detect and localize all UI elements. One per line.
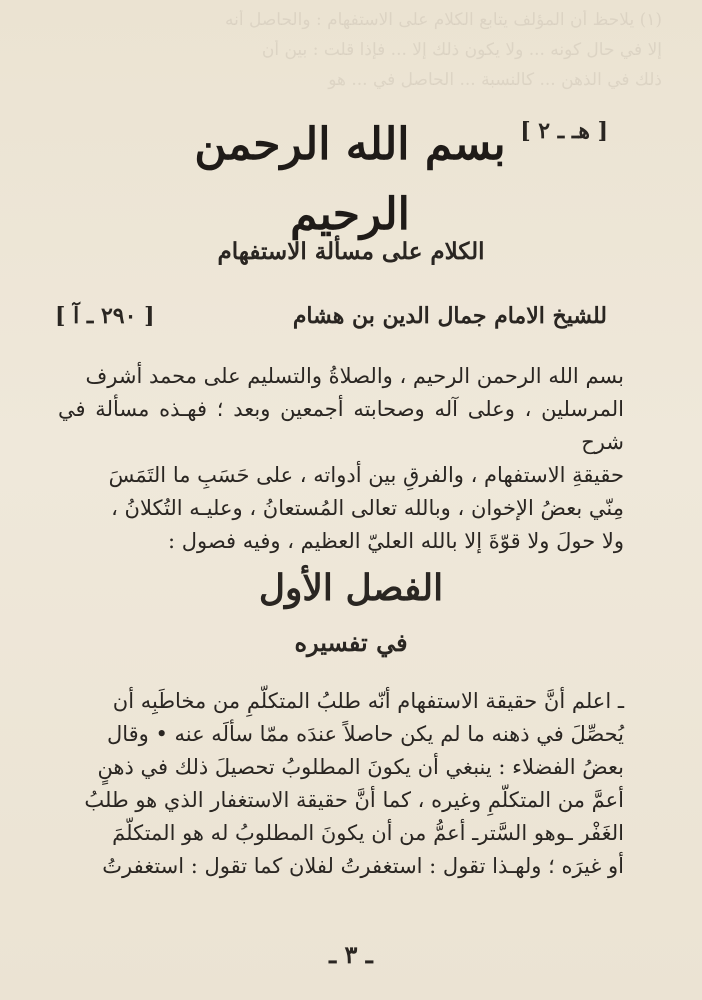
text-line: يُحصِّلَ في ذهنه ما لم يكن حاصلاً عندَه ممّا سألَه عنه • وقال <box>106 722 624 746</box>
text-line: مِنّي بعضُ الإخوان ، وبالله تعالى المُستعانُ ، وعليـه التُكلانُ ، <box>111 496 624 520</box>
subsection-heading: في تفسيره <box>294 628 408 657</box>
bleed-through-line: ذلك في الذهن ... كالنسبة ... الحاصل في ... هو <box>328 70 662 90</box>
text-line: بسم الله الرحمن الرحيم ، والصلاةُ والتسليم على محمد أشرف <box>85 364 624 388</box>
text-line: المرسلين ، وعلى آله وصحابته أجمعين وبعد ؛ فهـذه مسألة في شرح <box>58 397 624 454</box>
text-line: ولا حولَ ولا قوّةَ إلا بالله العليّ العظيم ، وفيه فصول : <box>167 529 624 553</box>
text-line: أعمَّ من المتكلّمِ وغيره ، كما أنَّ حقيقة الاستغفار الذي هو طلبُ <box>84 788 624 812</box>
manuscript-reference-top: [ هـ ـ ٢ ] <box>520 118 608 144</box>
bleed-through-line: إلا في حال كونه ... ولا يكون ذلك إلا ... فإذا قلت : بين أن <box>261 40 662 60</box>
body-paragraph <box>58 685 624 883</box>
text-line: الغَفْر ـوهو السَّترـ أعمُّ من أن يكونَ المطلوبُ له هو المتكلّمَ <box>112 821 624 845</box>
author-line: للشيخ الامام جمال الدين بن هشام <box>292 303 607 329</box>
basmala-calligraphy: بسم الله الرحمن الرحيم <box>194 119 506 240</box>
bleed-through-line: (١) يلاحظ أن المؤلف يتابع الكلام على الاستفهام : والحاصل أنه <box>225 10 662 30</box>
text-line: بعضُ الفضلاء : ينبغي أن يكونَ المطلوبُ تحصيلَ ذلك في ذهنٍ <box>97 755 624 779</box>
text-line: ـ اعلم أنَّ حقيقة الاستفهام أنّه طلبُ المتكلّمِ من مخاطَبِه أن <box>112 689 624 713</box>
text-line: حقيقةِ الاستفهام ، والفرقِ بين أدواته ، على حَسَبِ ما التَمَسَ <box>108 463 624 487</box>
section-heading: الفصل الأول <box>258 567 444 609</box>
manuscript-reference-mid: [ ٢٩٠ ـ آ ] <box>55 303 155 329</box>
page-number: ـ ٣ ـ <box>329 940 373 969</box>
intro-paragraph <box>58 360 624 558</box>
text-line: أو غيرَه ؛ ولهـذا تقول : استغفرتُ لفلان كما تقول : استغفرتُ <box>102 854 624 878</box>
page-title: الكلام على مسألة الاستفهام <box>217 238 485 265</box>
